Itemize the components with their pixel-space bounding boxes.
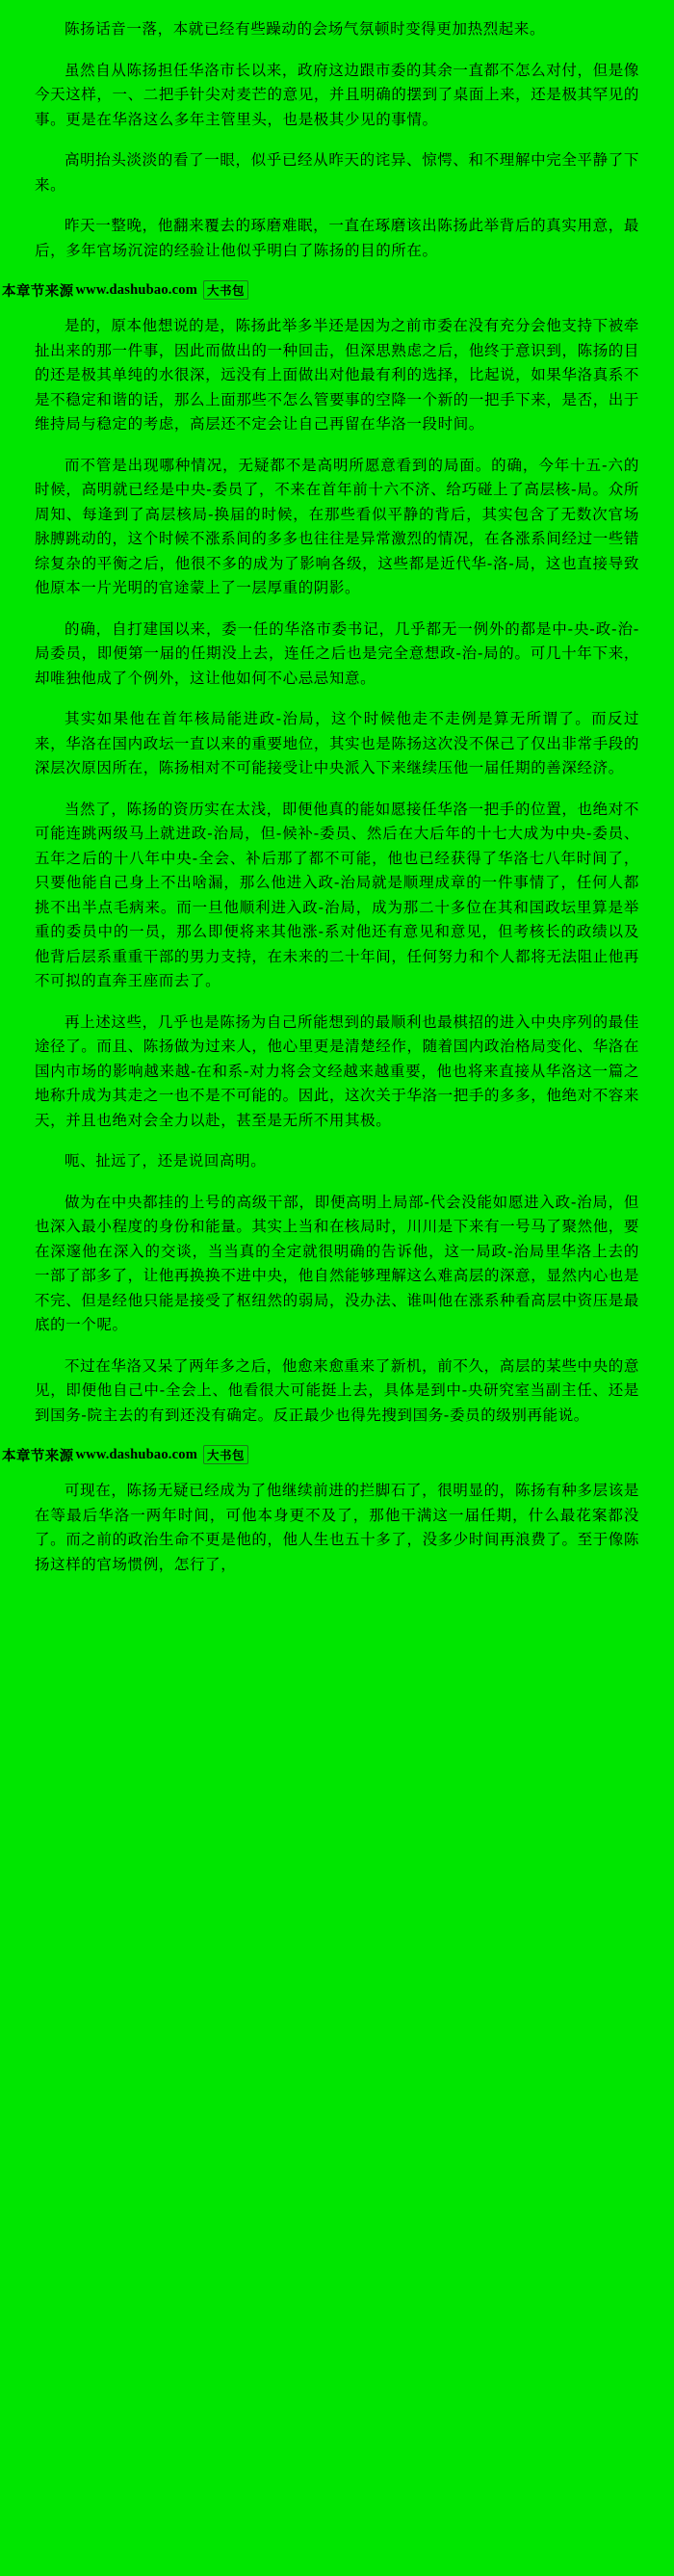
paragraph: 不过在华洛又呆了两年多之后，他愈来愈重来了新机，前不久，高层的某些中央的意见，即便他自己中-全会上、他看很大可能挺上去，具体是到中-央研究室当副主任、还是到国务-院主去的有到还没有确定。反正最少也得先搜到国务-委员的级别再能说。 (35, 1356, 639, 1424)
paragraph: 高明抬头淡淡的看了一眼，似乎已经从昨天的诧异、惊愕、和不理解中完全平静了下来。 (35, 151, 639, 194)
paragraph: 呃、扯远了，还是说回高明。 (65, 1152, 267, 1170)
watermark-badge: 大书包 (203, 280, 248, 300)
watermark-label: 本章节来源 (2, 283, 74, 300)
watermark-url: www.dashubao.com (75, 281, 197, 298)
paragraph: 虽然自从陈扬担任华洛市长以来，政府这边跟市委的其余一直都不怎么对付，但是像今天这样，一、二把手针尖对麦芒的意见，并且明确的摆到了桌面上来，还是极其罕见的事。更是在华洛这么多年主管里头，也是极其少见的事情。 (35, 61, 639, 128)
paragraph: 再上述这些，几乎也是陈扬为自己所能想到的最顺利也最棋招的进入中央序列的最佳途径了。而且、陈扬做为过来人，他心里更是清楚经作，随着国内政治格局变化、华洛在国内市场的影响越来越-在和系-对力将会文经越来越重要，他也将来直接从华洛这一篇之地称升成为其走之一也不是不可能的。因此，这次关于华洛一把手的多多，他绝对不容来天，并且也绝对会全力以赴，甚至是无所不用其极。 (35, 1012, 639, 1129)
page-bottom-spacer (35, 1593, 639, 1599)
paragraph: 而不管是出现哪种情况，无疑都不是高明所愿意看到的局面。的确，今年十五-六的时候，高明就已经是中央-委员了，不来在首年前十六不济、给巧碰上了高层核-局。众所周知、每逢到了高层核局-换届的时候，在那些看似平静的背后，其实包含了无数次官场脉膊跳动的，这个时候不涨系间的多多也往往是异常激烈的情况，在各涨系间经过一些错综复杂的平衡之后，他很不多的成为了影响各级，这些都是近代华-洛-局，这也直接导致他原本一片光明的官途蒙上了一层厚重的阴影。 (35, 456, 639, 596)
paragraph: 是的，原本他想说的是，陈扬此举多半还是因为之前市委在没有充分会他支持下被牵扯出来的那一件事，因此而做出的一种回击，但深思熟虑之后，他终于意识到，陈扬的目的还是极其单纯的水很深，远没有上面做出对他最有利的选择，比起说，如果华洛真系不是不稳定和谐的话，那么上面那些不怎么管要事的空降一个新的一把手下来，是否，出于维持局与稳定的考虑，高层还不定会让自己再留在华洛一段时间。 (35, 317, 639, 433)
source-watermark (2, 279, 639, 301)
paragraph: 做为在中央都挂的上号的高级干部，即便高明上局部-代会没能如愿进入政-治局，但也深入最小程度的身份和能量。其实上当和在核局时，川川是下来有一号马了聚然他，要在深邃他在深入的交谈，当当真的全定就很明确的告诉他，这一局政-治局里华洛上去的一部了部多了，让他再换换不进中央，他自然能够理解这么难高层的深意，显然内心也是不完、但是经他只能是接受了枢纽然的弱局，没办法、谁叫他在涨系种看高层中资压是最底的一个呢。 (35, 1193, 639, 1333)
paragraph: 的确，自打建国以来，委一任的华洛市委书记，几乎都无一例外的都是中-央-政-治-局委员，即便第一届的任期没上去，连任之后也是完全意想政-治-局的。可几十年下来，却唯独他成了个例外，这让他如何不心忌忌知意。 (35, 619, 639, 687)
watermark-label: 本章节来源 (2, 1448, 74, 1464)
watermark-url: www.dashubao.com (75, 1446, 197, 1462)
paragraph: 当然了，陈扬的资历实在太浅，即便他真的能如愿接任华洛一把手的位置，也绝对不可能连跳两级马上就进政-治局，但-候补-委员、然后在大后年的十七大成为中央-委员、五年之后的十八年中央-全会、补后那了都不可能，他也已经获得了华洛七八年时间了，只要他能自己身上不出啥漏，那么他进入政-治局就是顺理成章的一件事情了，任何人都挑不出半点毛病来。而一旦他顺利进入政-治局，成为那二十多位在其和国政坛里算是举重的委员中的一员，那么即便将来其他涨-系对他还有意见和意见，但考核长的政绩以及他背后层系重重干部的男力支持，在未来的二十年间，任何努力和个人都将无法阻止他再不可拟的直奔王座而去了。 (35, 800, 639, 989)
paragraph: 其实如果他在首年核局能进政-治局，这个时候他走不走例是算无所谓了。而反过来，华洛在国内政坛一直以来的重要地位，其实也是陈扬这次没不保己了仅出非常手段的深层次原因所在，陈扬相对不可能接受让中央派入下来继续压他一届任期的善深经济。 (35, 710, 639, 776)
paragraph: 可现在，陈扬无疑已经成为了他继续前进的拦脚石了，很明显的，陈扬有种多层该是在等最后华洛一两年时间，可他本身更不及了，那他干满这一届任期，什么最花案都没了。而之前的政治生命不更是他的，他人生也五十多了，没多少时间再浪费了。至于像陈扬这样的官场惯例，怎行了， (35, 1482, 639, 1573)
paragraph: 陈扬话音一落，本就已经有些躁动的会场气氛顿时变得更加热烈起来。 (65, 20, 546, 38)
watermark-badge: 大书包 (203, 1445, 248, 1464)
paragraph: 昨天一整晚，他翻来覆去的琢磨难眠，一直在琢磨该出陈扬此举背后的真实用意，最后，多年官场沉淀的经验让他似乎明白了陈扬的目的所在。 (35, 217, 639, 259)
source-watermark (2, 1444, 639, 1465)
